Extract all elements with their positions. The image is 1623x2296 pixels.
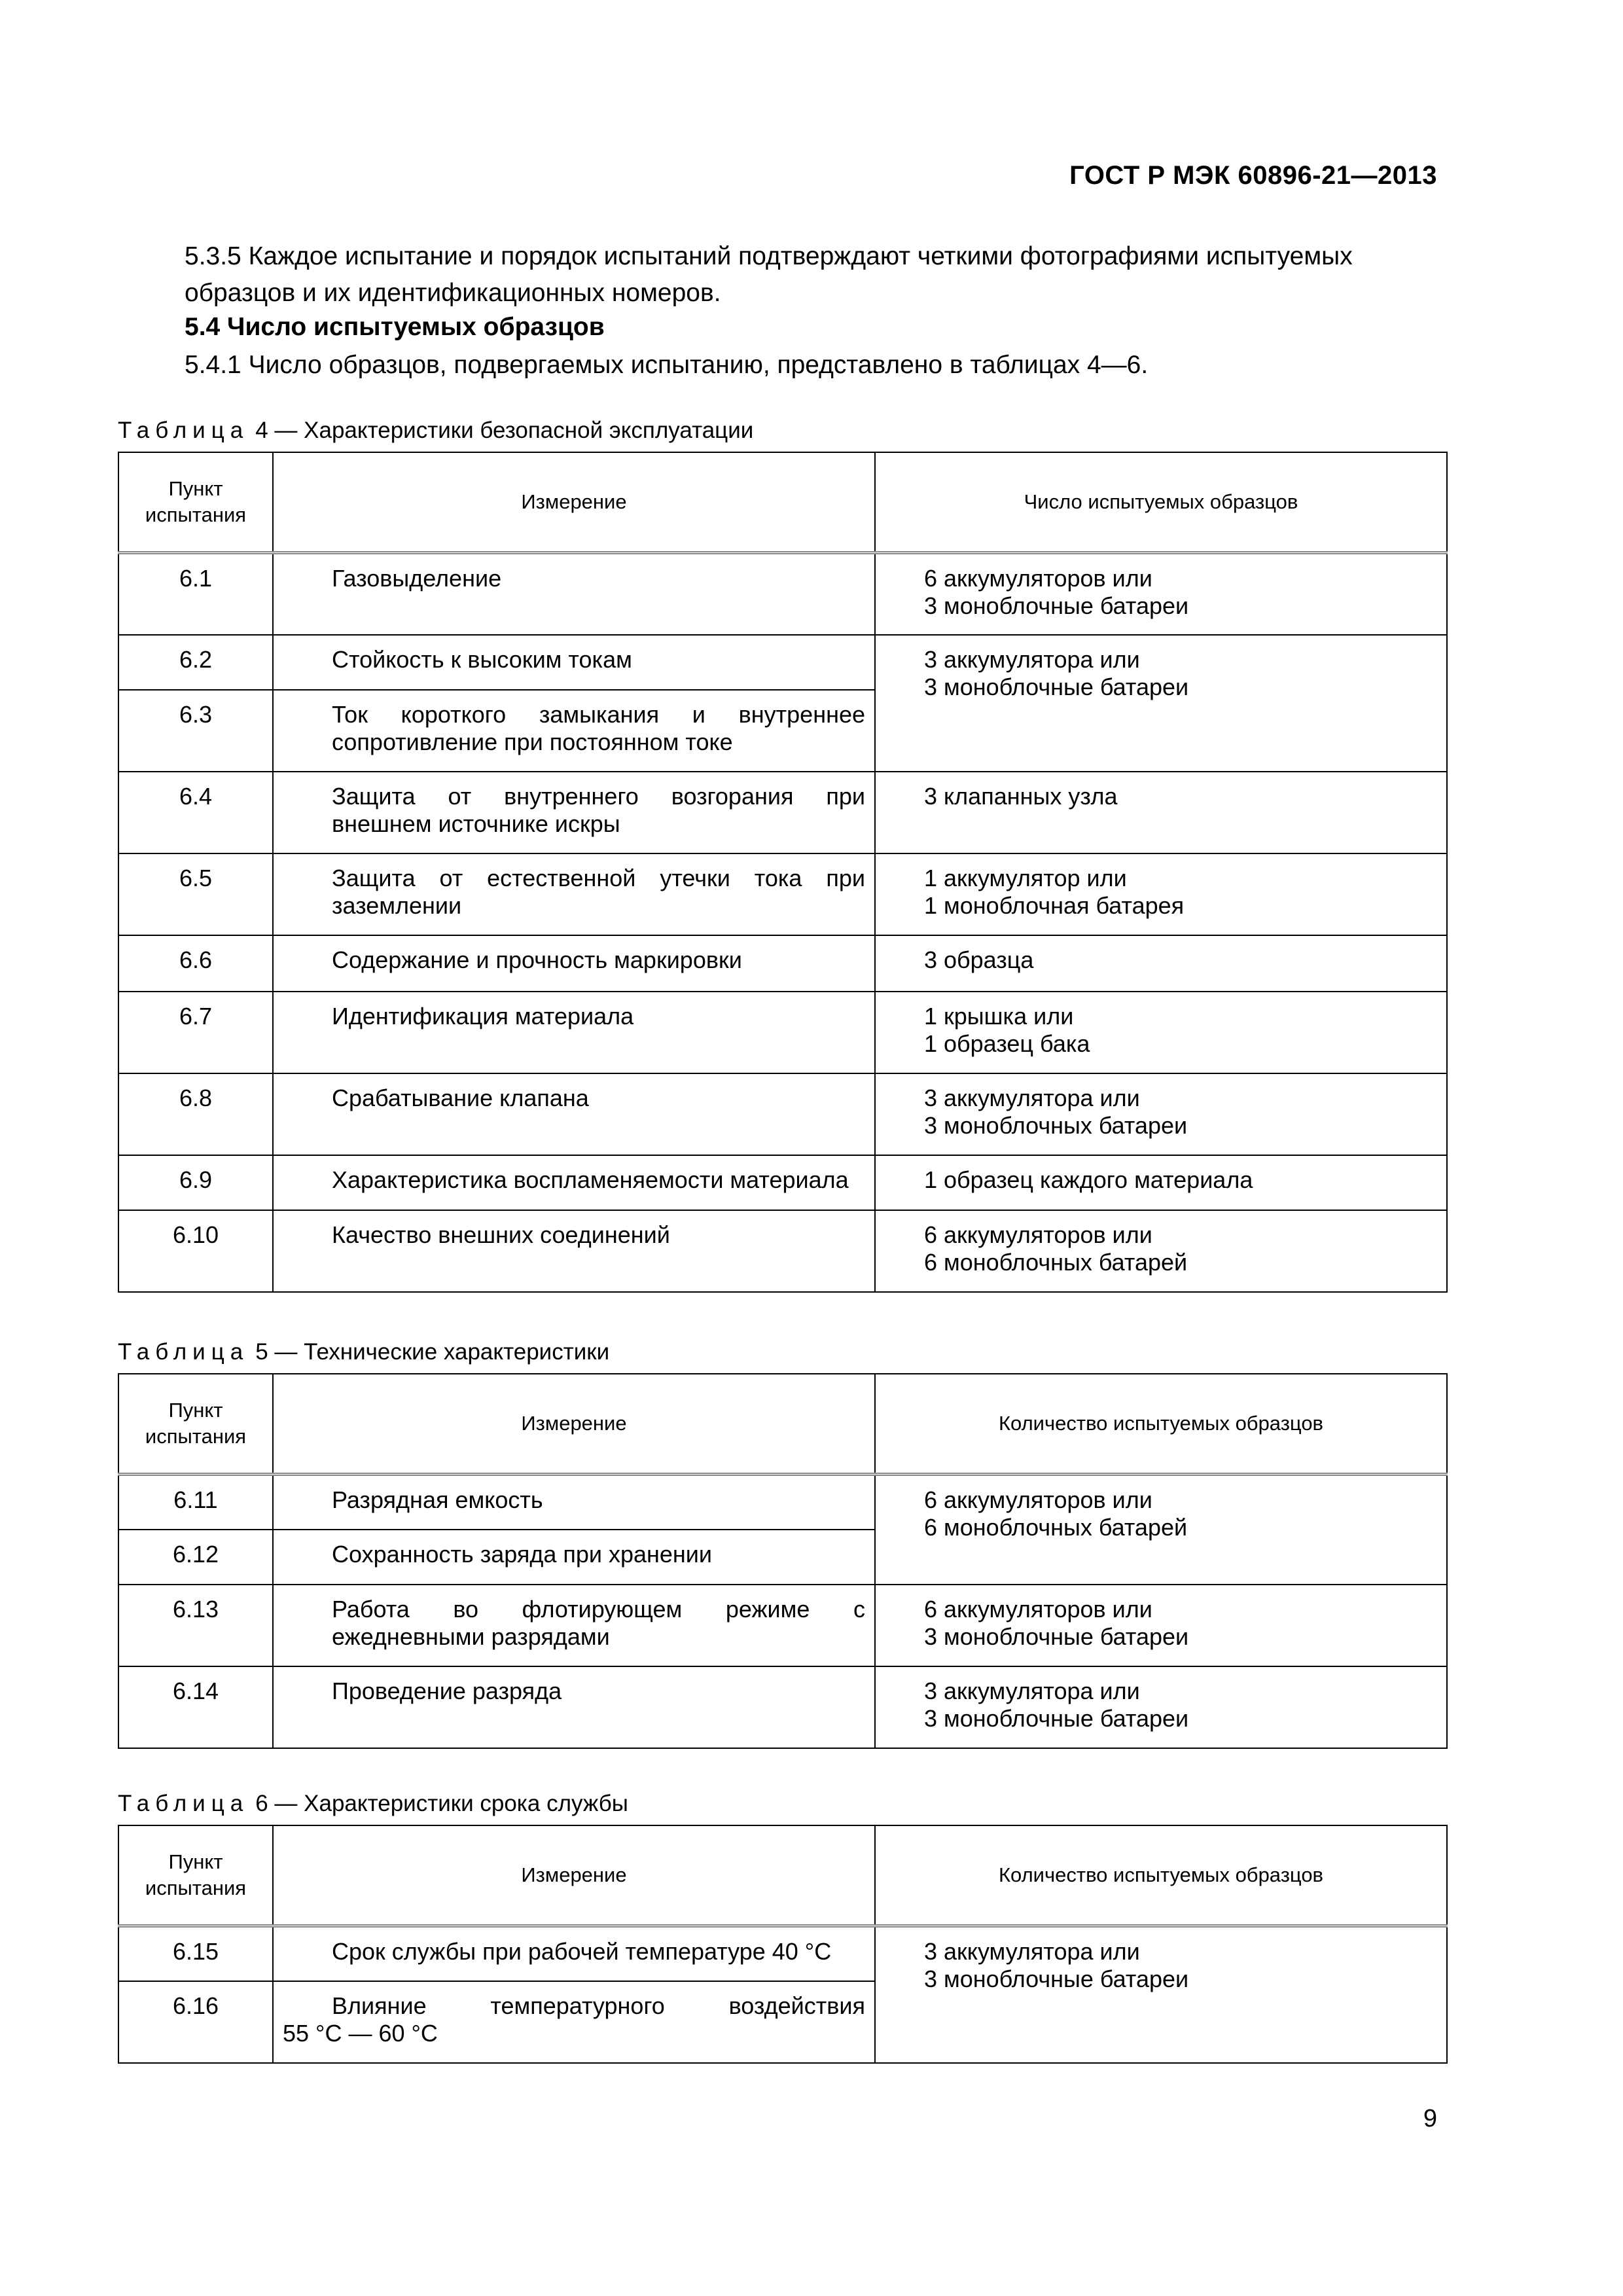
- table-row: [118, 1155, 1447, 1210]
- table4-caption-word: Таблица: [118, 418, 249, 443]
- item-number: 6.6: [118, 935, 273, 992]
- sample-count: [875, 1926, 1447, 2063]
- table-row: [118, 1073, 1447, 1155]
- table-row: [118, 992, 1447, 1073]
- measurement: [273, 1926, 875, 1981]
- table6-caption: [118, 1789, 628, 1818]
- table6-caption-title: 6 — Характеристики срока службы: [255, 1791, 628, 1816]
- item-number: 6.16: [118, 1981, 273, 2063]
- sample-count-line: 3 моноблочные батареи: [924, 592, 1189, 619]
- sample-count-line: 1 аккумулятор или: [924, 864, 1127, 891]
- table5: [118, 1373, 1448, 1749]
- item-number: 6.1: [118, 553, 273, 635]
- item-number: 6.8: [118, 1073, 273, 1155]
- section-heading-5-4: 5.4 Число испытуемых образцов: [185, 313, 605, 341]
- measurement: [273, 1585, 875, 1666]
- table-row: [118, 553, 1447, 635]
- table5-caption-word: Таблица: [118, 1339, 249, 1365]
- table4-caption-title: 4 — Характеристики безопасной эксплуатации: [255, 418, 754, 443]
- measurement: [273, 1210, 875, 1292]
- sample-count: [875, 1585, 1447, 1666]
- sample-count-line: 1 образец каждого материала: [924, 1166, 1253, 1193]
- measurement: [273, 635, 875, 690]
- table-row: [118, 772, 1447, 853]
- sample-count-line: 3 моноблочных батареи: [924, 1111, 1188, 1139]
- table5-caption: [118, 1338, 609, 1367]
- measurement-text: Характеристика воспламеняемости материала: [332, 1166, 849, 1193]
- table-row: [118, 1475, 1447, 1530]
- table-row: [118, 1585, 1447, 1666]
- item-number: 6.5: [118, 853, 273, 935]
- measurement: [273, 992, 875, 1073]
- sample-count-line: 6 аккумуляторов или: [924, 1486, 1152, 1513]
- measurement: [273, 1073, 875, 1155]
- table4-header-row: [118, 452, 1447, 553]
- measurement: [273, 553, 875, 635]
- table6: [118, 1825, 1448, 2064]
- table6-header-count: Количество испытуемых образцов: [875, 1825, 1447, 1926]
- table4-header-item: Пункт испытания: [118, 452, 273, 553]
- measurement: [273, 935, 875, 992]
- table4-header-measurement: Измерение: [273, 452, 875, 553]
- item-number: 6.4: [118, 772, 273, 853]
- measurement: [273, 853, 875, 935]
- table5-header-item: Пункт испытания: [118, 1374, 273, 1475]
- table6-header-measurement: Измерение: [273, 1825, 875, 1926]
- table4-header-count: Число испытуемых образцов: [875, 452, 1447, 553]
- measurement-text: 55 °С — 60 °С: [283, 2019, 438, 2047]
- sample-count-line: 3 образца: [924, 946, 1034, 973]
- measurement-text: Идентификация материала: [332, 1002, 634, 1030]
- table5-header-measurement: Измерение: [273, 1374, 875, 1475]
- item-number: 6.13: [118, 1585, 273, 1666]
- sample-count: [875, 1210, 1447, 1292]
- measurement-text: Срабатывание клапана: [332, 1084, 589, 1111]
- measurement: [273, 1475, 875, 1530]
- measurement-text: Срок службы при рабочей температуре 40 °С: [332, 1938, 832, 1965]
- measurement-text: Газовыделение: [332, 565, 502, 592]
- item-number: 6.14: [118, 1666, 273, 1748]
- measurement-text: Содержание и прочность маркировки: [332, 946, 742, 973]
- sample-count-line: 6 аккумуляторов или: [924, 1221, 1152, 1248]
- sample-count-line: 1 образец бака: [924, 1030, 1090, 1057]
- measurement: [273, 1155, 875, 1210]
- measurement-text: Качество внешних соединений: [332, 1221, 670, 1248]
- measurement: [273, 1666, 875, 1748]
- measurement: [273, 690, 875, 772]
- table5-header-row: [118, 1374, 1447, 1475]
- sample-count: [875, 635, 1447, 772]
- table-row: [118, 1210, 1447, 1292]
- sample-count-line: 6 аккумуляторов или: [924, 565, 1152, 592]
- sample-count-line: 3 аккумулятора или: [924, 645, 1140, 673]
- measurement-text: Разрядная емкость: [332, 1486, 543, 1513]
- measurement-text: Стойкость к высоким токам: [332, 645, 632, 673]
- table6-caption-word: Таблица: [118, 1791, 249, 1816]
- item-number: 6.15: [118, 1926, 273, 1981]
- table-row: [118, 1666, 1447, 1748]
- sample-count-line: 6 моноблочных батарей: [924, 1514, 1188, 1541]
- table5-caption-title: 5 — Технические характеристики: [255, 1339, 610, 1365]
- sample-count-line: 3 аккумулятора или: [924, 1084, 1140, 1111]
- table-row: [118, 853, 1447, 935]
- sample-count-line: 6 аккумуляторов или: [924, 1595, 1152, 1623]
- table5-header-count: Количество испытуемых образцов: [875, 1374, 1447, 1475]
- measurement-text: Сохранность заряда при хранении: [332, 1540, 713, 1568]
- measurement: [273, 1530, 875, 1585]
- measurement: [273, 1981, 875, 2063]
- document-code: ГОСТ Р МЭК 60896-21—2013: [1069, 161, 1437, 190]
- table-row: [118, 635, 1447, 690]
- sample-count: [875, 1155, 1447, 1210]
- table-row: [118, 1926, 1447, 1981]
- sample-count: [875, 992, 1447, 1073]
- sample-count: [875, 1666, 1447, 1748]
- paragraph-5-4-1-text: 5.4.1 Число образцов, подвергаемых испытанию, представлено в таблицах 4—6.: [185, 351, 1149, 379]
- measurement-text: Ток короткого замыкания и внутреннее сопротивление при постоянном токе: [332, 700, 865, 755]
- sample-count: [875, 553, 1447, 635]
- item-number: 6.9: [118, 1155, 273, 1210]
- sample-count-line: 3 клапанных узла: [924, 782, 1118, 810]
- item-number: 6.7: [118, 992, 273, 1073]
- paragraph-5-3-5: [118, 238, 1446, 312]
- item-number: 6.10: [118, 1210, 273, 1292]
- sample-count-line: 3 моноблочные батареи: [924, 1623, 1189, 1650]
- sample-count: [875, 935, 1447, 992]
- sample-count-line: 3 моноблочные батареи: [924, 1704, 1189, 1732]
- sample-count: [875, 1073, 1447, 1155]
- sample-count: [875, 853, 1447, 935]
- table4-caption: [118, 416, 753, 445]
- item-number: 6.12: [118, 1530, 273, 1585]
- sample-count-line: 3 аккумулятора или: [924, 1938, 1140, 1965]
- paragraph-5-4-1: [118, 347, 1446, 384]
- measurement-text: Влияние температурного воздействия: [332, 1992, 865, 2019]
- measurement: [273, 772, 875, 853]
- sample-count-line: 3 аккумулятора или: [924, 1677, 1140, 1704]
- sample-count-line: 1 крышка или: [924, 1002, 1074, 1030]
- table6-header-row: [118, 1825, 1447, 1926]
- measurement-text: Защита от внутреннего возгорания при внешнем источнике искры: [332, 782, 865, 837]
- sample-count-line: 1 моноблочная батарея: [924, 891, 1185, 919]
- item-number: 6.11: [118, 1475, 273, 1530]
- table6-header-item: Пункт испытания: [118, 1825, 273, 1926]
- page-number: 9: [1423, 2105, 1437, 2132]
- sample-count: [875, 1475, 1447, 1585]
- measurement-text: Работа во флотирующем режиме с ежедневными разрядами: [332, 1595, 865, 1650]
- measurement-text: Защита от естественной утечки тока при заземлении: [332, 864, 865, 919]
- item-number: 6.2: [118, 635, 273, 690]
- table-row: [118, 935, 1447, 992]
- table4: [118, 452, 1448, 1293]
- measurement-text: Проведение разряда: [332, 1677, 562, 1704]
- paragraph-5-3-5-text: 5.3.5 Каждое испытание и порядок испытаний подтверждают четкими фотографиями испытуемых образцов и их идентификационных номеров.: [185, 242, 1353, 307]
- sample-count-line: 6 моноблочных батарей: [924, 1248, 1188, 1276]
- sample-count-line: 3 моноблочные батареи: [924, 1965, 1189, 1992]
- sample-count: [875, 772, 1447, 853]
- item-number: 6.3: [118, 690, 273, 772]
- sample-count-line: 3 моноблочные батареи: [924, 673, 1189, 700]
